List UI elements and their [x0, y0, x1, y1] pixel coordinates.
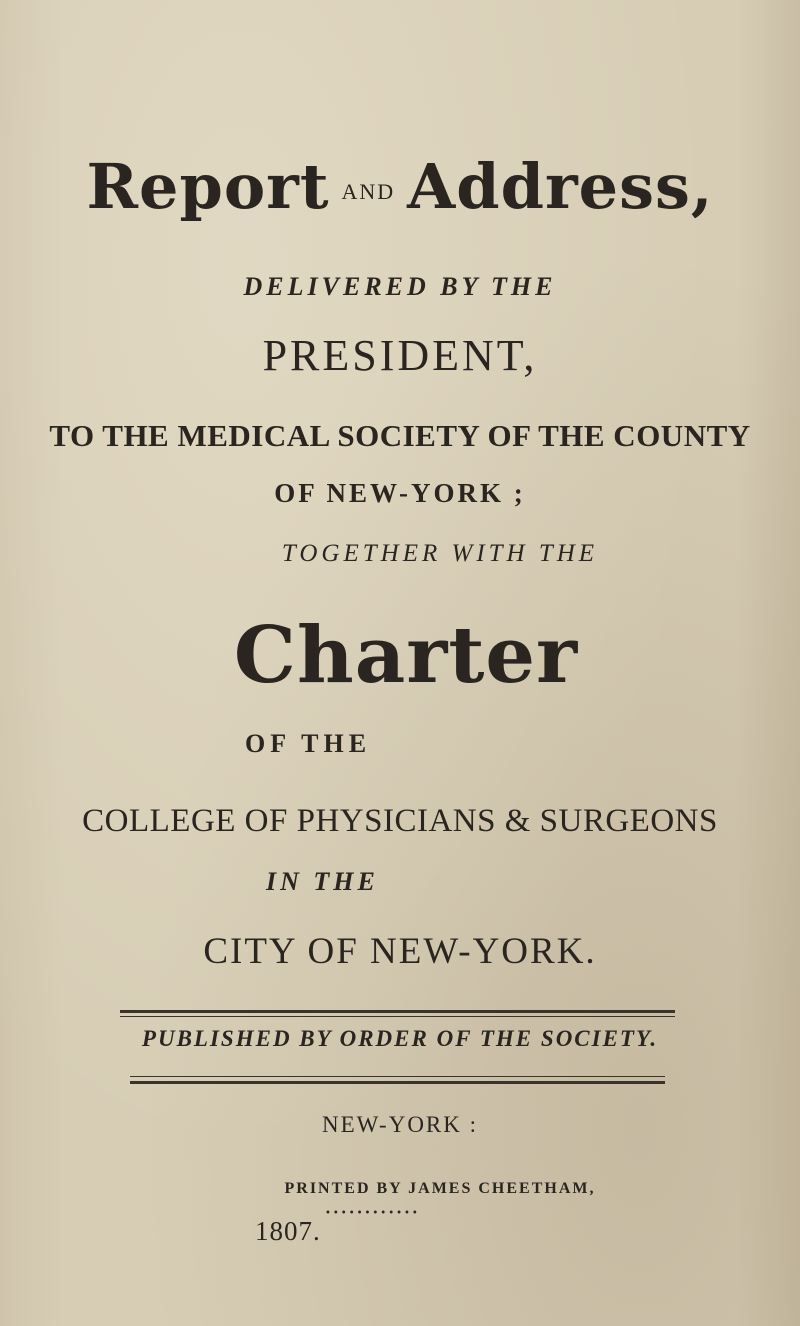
heading-and: AND — [341, 179, 396, 204]
charter-heading: Charter — [233, 610, 579, 701]
printer-line: PRINTED BY JAMES CHEETHAM, — [284, 1180, 596, 1197]
dotted-ornament: •••••••••••• — [325, 1208, 420, 1219]
lower-rule-thin — [130, 1076, 665, 1077]
city-line: CITY OF NEW-YORK. — [203, 931, 597, 972]
medical-society-line: TO THE MEDICAL SOCIETY OF THE COUNTY — [49, 418, 751, 453]
of-the-line: OF THE — [245, 729, 372, 758]
imprint-place: NEW-YORK : — [321, 1112, 479, 1137]
report-and-address-heading — [0, 150, 800, 223]
together-with-line: TOGETHER WITH THE — [281, 540, 599, 567]
heading-address: Address, — [407, 150, 714, 223]
lower-rule — [130, 1081, 665, 1084]
president-line: PRESIDENT, — [262, 331, 538, 380]
published-by-order-line: PUBLISHED BY ORDER OF THE SOCIETY. — [141, 1026, 659, 1051]
delivered-by-line: DELIVERED BY THE — [243, 272, 557, 301]
college-line: COLLEGE OF PHYSICIANS & SURGEONS — [82, 803, 718, 839]
upper-rule — [120, 1010, 675, 1013]
of-new-york-line: OF NEW-YORK ; — [274, 478, 526, 508]
in-the-line: IN THE — [266, 867, 379, 896]
heading-report: Report — [86, 150, 330, 223]
upper-rule-thin — [120, 1016, 675, 1017]
imprint-year: 1807. — [255, 1216, 321, 1246]
